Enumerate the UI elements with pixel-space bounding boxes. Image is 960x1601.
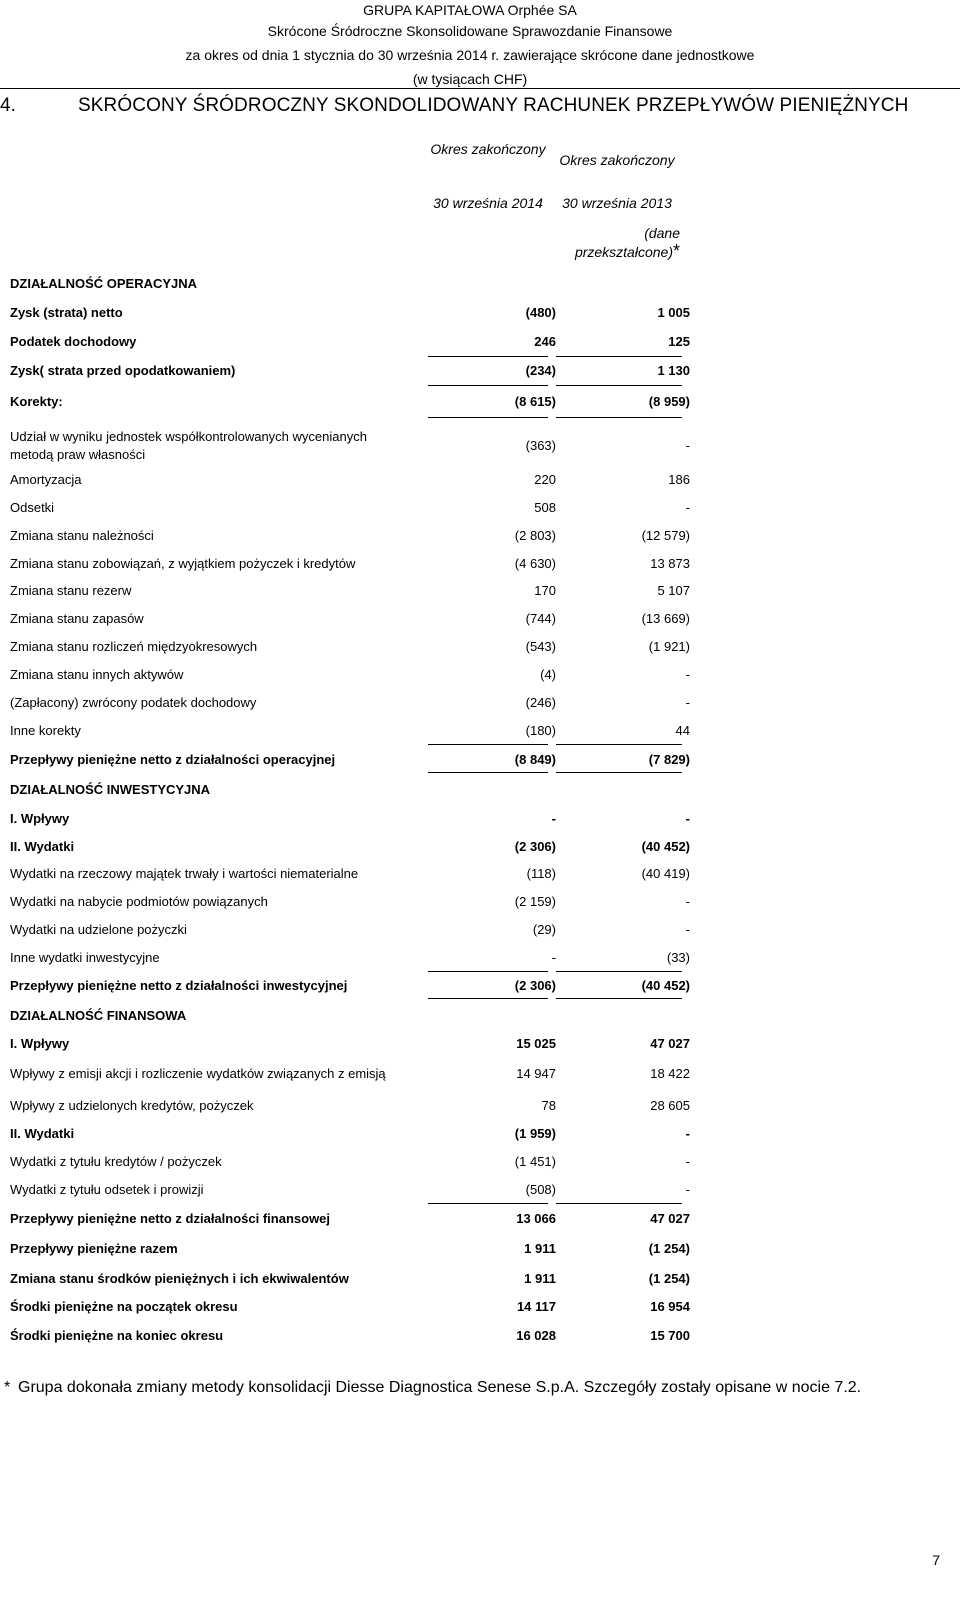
value-2014: (1 959) xyxy=(514,1126,556,1141)
table-row xyxy=(10,1065,690,1083)
subtotal-rule xyxy=(428,998,548,999)
row-label: Zysk( strata przed opodatkowaniem) xyxy=(10,363,236,378)
table-row-total xyxy=(10,1240,690,1258)
row-label: Odsetki xyxy=(10,500,55,515)
value-2013: 47 027 xyxy=(650,1036,690,1051)
subtotal-rule xyxy=(556,744,682,745)
table-row xyxy=(10,921,690,939)
row-label: Przepływy pieniężne netto z działalności finansowej xyxy=(10,1211,331,1226)
value-2014: 13 066 xyxy=(516,1211,556,1226)
subtotal-rule xyxy=(556,971,682,972)
currency-note: (w tysiącach CHF) xyxy=(412,71,528,87)
col1-date: 30 września 2014 xyxy=(433,195,543,211)
table-row-total xyxy=(10,751,690,769)
subtotal-rule xyxy=(428,744,548,745)
value-2014: 508 xyxy=(534,500,556,515)
value-2014: 15 025 xyxy=(516,1036,556,1051)
value-2014: (8 849) xyxy=(514,752,556,767)
table-row xyxy=(10,333,690,351)
value-2014: (118) xyxy=(526,866,556,881)
value-2013: 5 107 xyxy=(657,583,690,598)
section-title: SKRÓCONY ŚRÓDROCZNY SKONDOLIDOWANY RACHUNEK PRZEPŁYWÓW PIENIĘŻNYCH xyxy=(78,95,909,116)
value-2014: (4) xyxy=(540,667,556,682)
value-2014: (2 306) xyxy=(514,839,556,854)
value-2014: (2 803) xyxy=(514,528,556,543)
subtotal-rule xyxy=(556,772,682,773)
row-label: Wydatki na nabycie podmiotów powiązanych xyxy=(10,894,268,909)
value-2014: - xyxy=(551,950,556,965)
value-2013: (8 959) xyxy=(648,394,690,409)
table-row xyxy=(10,949,690,967)
table-row xyxy=(10,362,690,380)
table-row xyxy=(10,1125,690,1143)
row-label: Zmiana stanu należności xyxy=(10,528,154,543)
table-row-total xyxy=(10,1298,690,1316)
subtotal-rule xyxy=(428,385,548,386)
col2-date: 30 września 2013 xyxy=(562,195,672,211)
table-row xyxy=(10,555,690,573)
value-2013: - xyxy=(685,695,690,710)
table-row xyxy=(10,610,690,628)
value-2014: 16 028 xyxy=(516,1328,556,1343)
value-2014: (363) xyxy=(525,438,556,453)
subtotal-rule xyxy=(556,356,682,357)
table-row xyxy=(10,838,690,856)
row-label: Środki pieniężne na początek okresu xyxy=(10,1299,238,1314)
value-2013: (1 921) xyxy=(648,639,690,654)
row-label: Inne korekty xyxy=(10,723,81,738)
value-2014: 78 xyxy=(541,1098,556,1113)
col2-note-text: (dane przekształcone) xyxy=(574,225,680,260)
value-2014: (2 159) xyxy=(514,894,556,909)
row-label: Amortyzacja xyxy=(10,472,82,487)
value-2013: (7 829) xyxy=(648,752,690,767)
table-row xyxy=(10,638,690,656)
value-2013: - xyxy=(685,500,690,515)
value-2014: (234) xyxy=(525,363,556,378)
table-row xyxy=(10,694,690,712)
row-label: (Zapłacony) zwrócony podatek dochodowy xyxy=(10,695,257,710)
table-row-total xyxy=(10,1327,690,1345)
section-heading xyxy=(0,94,908,118)
row-label: Zmiana stanu zapasów xyxy=(10,611,144,626)
value-2014: - xyxy=(551,811,556,826)
row-label: DZIAŁALNOŚĆ FINANSOWA xyxy=(10,1008,187,1023)
value-2013: - xyxy=(685,922,690,937)
value-2013: - xyxy=(685,438,690,453)
row-label: Zmiana stanu innych aktywów xyxy=(10,667,184,682)
row-label: Przepływy pieniężne netto z działalności inwestycyjnej xyxy=(10,978,348,993)
col2-heading: Okres zakończony xyxy=(559,152,675,168)
value-2014: 1 911 xyxy=(524,1271,556,1286)
value-2014: (8 615) xyxy=(514,394,556,409)
subtotal-rule xyxy=(556,385,682,386)
footnote-marker: * xyxy=(4,1379,11,1396)
value-2014: 246 xyxy=(534,334,556,349)
value-2013: (1 254) xyxy=(648,1271,690,1286)
value-2013: (40 452) xyxy=(641,839,690,854)
value-2014: 170 xyxy=(534,583,556,598)
subtotal-rule xyxy=(556,417,682,418)
value-2013: 47 027 xyxy=(650,1211,690,1226)
value-2013: (40 419) xyxy=(641,866,690,881)
value-2013: 1 130 xyxy=(657,363,690,378)
value-2013: - xyxy=(685,894,690,909)
value-2014: 14 947 xyxy=(516,1066,556,1081)
value-2013: 18 422 xyxy=(650,1066,690,1081)
table-row xyxy=(10,428,690,464)
section-number: 4. xyxy=(0,95,17,116)
table-row xyxy=(10,582,690,600)
table-row xyxy=(10,666,690,684)
value-2014: (480) xyxy=(525,305,556,320)
value-2014: (180) xyxy=(525,723,556,738)
row-label: II. Wydatki xyxy=(10,839,75,854)
row-label: Zmiana stanu rozliczeń międzyokresowych xyxy=(10,639,258,654)
header-divider xyxy=(0,88,960,89)
row-label: Zmiana stanu środków pieniężnych i ich ekwiwalentów xyxy=(10,1271,349,1286)
table-row xyxy=(10,527,690,545)
row-label: Wpływy z udzielonych kredytów, pożyczek xyxy=(10,1098,254,1113)
value-2013: 125 xyxy=(668,334,690,349)
row-label: Wpływy z emisji akcji i rozliczenie wydatków związanych z emisją xyxy=(10,1066,386,1081)
row-label: Zysk (strata) netto xyxy=(10,305,123,320)
subtotal-rule xyxy=(428,356,548,357)
subtotal-rule xyxy=(428,772,548,773)
table-row-total xyxy=(10,977,690,995)
value-2013: 13 873 xyxy=(650,556,690,571)
value-2013: (1 254) xyxy=(648,1241,690,1256)
table-row xyxy=(10,304,690,322)
table-row xyxy=(10,722,690,740)
row-label: Wydatki z tytułu kredytów / pożyczek xyxy=(10,1154,222,1169)
row-label: DZIAŁALNOŚĆ OPERACYJNA xyxy=(10,276,198,291)
table-row xyxy=(10,471,690,489)
value-2014: (246) xyxy=(525,695,556,710)
row-label: Wydatki na rzeczowy majątek trwały i wartości niematerialne xyxy=(10,866,359,881)
row-label: Zmiana stanu zobowiązań, z wyjątkiem pożyczek i kredytów xyxy=(10,556,356,571)
table-row xyxy=(10,499,690,517)
table-row xyxy=(10,393,690,411)
table-row xyxy=(10,1097,690,1115)
value-2014: (1 451) xyxy=(514,1154,556,1169)
table-row-total xyxy=(10,1210,690,1228)
value-2014: (4 630) xyxy=(514,556,556,571)
value-2014: 220 xyxy=(534,472,556,487)
col2-restated-note xyxy=(560,224,680,261)
footnote-text: Grupa dokonała zmiany metody konsolidacji Diesse Diagnostica Senese S.p.A. Szczegóły zostały opisane w nocie 7.2. xyxy=(18,1379,862,1396)
row-label: DZIAŁALNOŚĆ INWESTYCYJNA xyxy=(10,782,211,797)
row-label: Udział w wyniku jednostek współkontrolowanych wycenianych metodą praw własności xyxy=(10,429,367,462)
value-2013: - xyxy=(685,1182,690,1197)
value-2013: 44 xyxy=(675,723,690,738)
table-row xyxy=(10,865,690,883)
row-label: II. Wydatki xyxy=(10,1126,75,1141)
value-2014: (29) xyxy=(532,922,556,937)
value-2013: - xyxy=(685,667,690,682)
row-label: I. Wpływy xyxy=(10,811,70,826)
table-row xyxy=(10,1181,690,1199)
value-2013: - xyxy=(685,1154,690,1169)
value-2014: (508) xyxy=(525,1182,556,1197)
subtotal-rule xyxy=(428,1203,548,1204)
value-2013: 15 700 xyxy=(650,1328,690,1343)
row-label: Przepływy pieniężne netto z działalności operacyjnej xyxy=(10,752,336,767)
report-title: Skrócone Śródroczne Skonsolidowane Sprawozdanie Finansowe xyxy=(267,23,673,39)
table-row xyxy=(10,1153,690,1171)
row-label: Środki pieniężne na koniec okresu xyxy=(10,1328,224,1343)
value-2013: (40 452) xyxy=(641,978,690,993)
subtotal-rule xyxy=(428,971,548,972)
row-operating-header xyxy=(10,275,680,293)
row-investing-header xyxy=(10,781,680,799)
row-label: Przepływy pieniężne razem xyxy=(10,1241,178,1256)
row-financing-header xyxy=(10,1007,680,1025)
subtotal-rule xyxy=(556,998,682,999)
row-label: Podatek dochodowy xyxy=(10,334,137,349)
col2-asterisk: * xyxy=(672,241,680,261)
report-period: za okres od dnia 1 stycznia do 30 września 2014 r. zawierające skrócone dane jednostkowe xyxy=(185,47,755,63)
subtotal-rule xyxy=(428,417,548,418)
row-label: I. Wpływy xyxy=(10,1036,70,1051)
value-2013: (33) xyxy=(666,950,690,965)
value-2013: (12 579) xyxy=(641,528,690,543)
value-2014: 1 911 xyxy=(524,1241,556,1256)
value-2014: (2 306) xyxy=(514,978,556,993)
value-2013: - xyxy=(685,1126,690,1141)
value-2013: 186 xyxy=(668,472,690,487)
subtotal-rule xyxy=(556,1203,682,1204)
row-label: Zmiana stanu rezerw xyxy=(10,583,132,598)
value-2014: (744) xyxy=(525,611,556,626)
page-number: 7 xyxy=(932,1552,940,1568)
value-2013: 1 005 xyxy=(657,305,690,320)
table-row-total xyxy=(10,1270,690,1288)
row-label: Wydatki z tytułu odsetek i prowizji xyxy=(10,1182,204,1197)
table-row xyxy=(10,810,690,828)
table-row xyxy=(10,1035,690,1053)
company-name: GRUPA KAPITAŁOWA Orphée SA xyxy=(363,2,577,18)
col1-heading: Okres zakończony xyxy=(430,141,546,157)
footnote xyxy=(4,1378,861,1398)
row-label: Wydatki na udzielone pożyczki xyxy=(10,922,187,937)
value-2014: (543) xyxy=(525,639,556,654)
value-2014: 14 117 xyxy=(516,1299,556,1314)
row-label: Korekty: xyxy=(10,394,63,409)
value-2013: 28 605 xyxy=(650,1098,690,1113)
table-row xyxy=(10,893,690,911)
value-2013: 16 954 xyxy=(650,1299,690,1314)
row-label: Inne wydatki inwestycyjne xyxy=(10,950,160,965)
value-2013: (13 669) xyxy=(641,611,690,626)
value-2013: - xyxy=(685,811,690,826)
